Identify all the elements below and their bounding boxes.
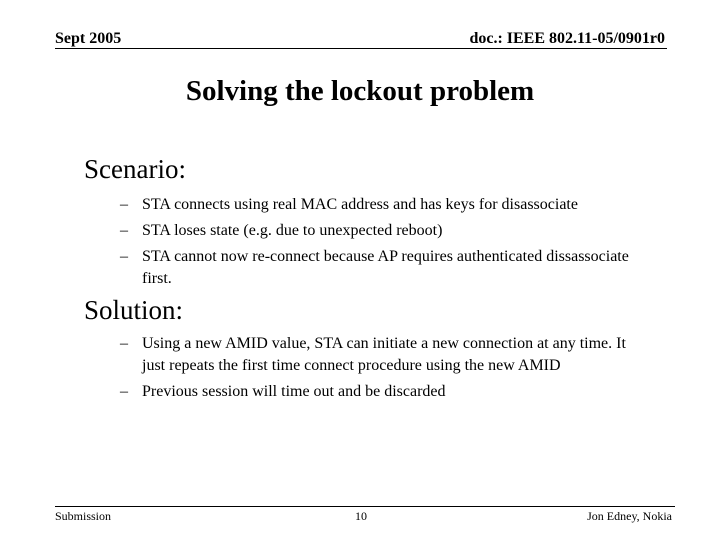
bullet-item: – Using a new AMID value, STA can initiate a new connection at any time. It just repeats the first time connect procedure using the new AMID <box>120 335 626 374</box>
slide-title: Solving the lockout problem <box>185 75 535 107</box>
header-divider <box>55 48 667 49</box>
bullet-item: – STA cannot now re-connect because AP requires authenticated dissassociate first. <box>120 248 629 287</box>
footer-author: Jon Edney, Nokia <box>587 509 672 523</box>
bullet-item: – STA loses state (e.g. due to unexpected reboot) <box>120 220 650 242</box>
dash-glyph: – <box>120 196 128 213</box>
section-heading-scenario: Scenario: <box>84 154 186 184</box>
footer-page-number: 10 <box>355 509 367 523</box>
dash-glyph: – <box>120 248 128 265</box>
scenario-bullets <box>120 194 650 290</box>
dash-glyph: – <box>120 383 128 400</box>
bullet-item: – Previous session will time out and be discarded <box>120 381 640 403</box>
header-date: Sept 2005 <box>55 30 122 47</box>
dash-glyph: – <box>120 335 128 352</box>
bullet-item: – STA connects using real MAC address and has keys for disassociate <box>120 194 650 216</box>
footer-divider <box>55 506 675 507</box>
section-heading-solution: Solution: <box>84 295 184 325</box>
solution-bullets <box>120 333 640 403</box>
header-doc-id: doc.: IEEE 802.11-05/0901r0 <box>469 30 665 47</box>
dash-glyph: – <box>120 222 128 239</box>
footer-submission: Submission <box>55 509 112 523</box>
